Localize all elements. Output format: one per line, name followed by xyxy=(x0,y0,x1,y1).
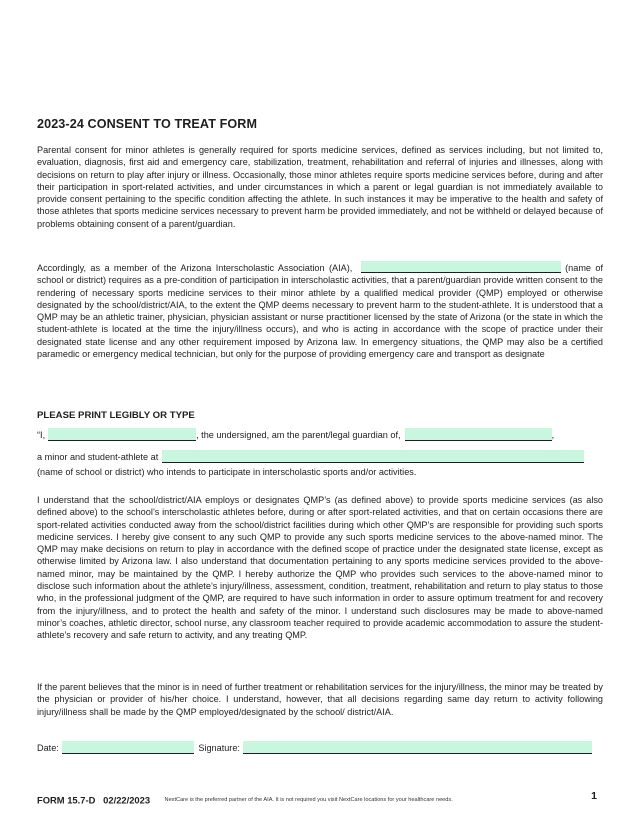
student-athlete-label: a minor and student-athlete at xyxy=(37,452,159,462)
guardian-line-open-quote: “I, xyxy=(37,430,46,440)
date-field[interactable] xyxy=(62,741,194,754)
aia-paragraph xyxy=(37,261,603,360)
aia-paragraph-start: Accordingly, as a member of the Arizona Interscholastic Association (AIA), xyxy=(37,263,353,273)
intro-paragraph: Parental consent for minor athletes is generally required for sports medicine services, defined as services including, but not limited to, evaluation, diagnosis, first aid and emergency care, stabilization, treatment, rehabilitation and referral of injuries and illnesses, along with decisions on return to play after injury or illness. Occasionally, those minor athletes require sports medicine services before, during and after their participation in sport-related activities, and under circumstances in which a parent or legal guardian is not immediately available to provide consent pertaining to the specific condition affecting the athlete. In such instances it may be imperative to the health and safety of those athletes that sports medicine services necessary to prevent harm be provided immediately, and not be withheld or delayed because of problems obtaining consent of a parent/guardian. xyxy=(37,145,603,229)
aia-paragraph-rest: (name of school or district) requires as a pre-condition of participation in interscholastic activities, that a parent/guardian provide written consent to the rendering of necessary sports medicine services to their minor athlete by a qualified medical provider (QMP) employed or otherwise designated by the school/district/AIA, to the extent the QMP deems necessary to prevent harm to the student-athlete. It is understood that a QMP may be an athletic trainer, physician, physician assistant or nurse practitioner licensed by the state of Arizona (or the state in which the student-athlete is located at the time the injury/illness occurs), and who is acting in accordance with the scope of practice under their designated state license and any other requirement imposed by Arizona law. In emergency situations, the QMP may also be a certified paramedic or emergency medical technician, but only for the purpose of providing emergency care and transport as designate xyxy=(37,263,603,360)
minor-name-field[interactable] xyxy=(405,428,552,441)
consent-form-page xyxy=(37,0,603,828)
guardian-line-middle: , the undersigned, am the parent/legal guardian of, xyxy=(196,430,401,440)
form-title: 2023-24 CONSENT TO TREAT FORM xyxy=(37,117,258,131)
school-district-field[interactable] xyxy=(361,261,561,273)
date-label: Date: xyxy=(37,743,59,753)
signature-field[interactable] xyxy=(243,741,592,754)
qmp-understanding-paragraph: I understand that the school/district/AIA employs or designates QMP’s (as defined above) to provide sports medicine services (as also defined above) to the school’s interscholastic athletes before, during or after sport-related activities, and that on certain occasions there are sport-related activities conducted away from the school/district facilities during which other QMP’s are responsible for providing such sports medicine services. I hereby give consent to any such QMP to provide any such sports medicine services to the above-named minor. The QMP may make decisions on return to play in accordance with the defined scope of practice under the designated state license, except as otherwise limited by Arizona law. I also understand that documentation pertaining to any sports medicine services provided to the above-named minor, may be maintained by the QMP. I hereby authorize the QMP who provides such services to the above-named minor to disclose such information about the athlete’s injury/illness, assessment, condition, treatment, rehabilitation and return to play status to those who, in the professional judgment of the QMP, are required to have such information in order to assure optimum treatment for and recovery from the injury/illness, and to protect the health and safety of the minor. I understand such disclosures may be made to above-named minor’s coaches, athletic director, school nurse, any classroom teacher required to provide academic accommodation to assure the student-athlete’s recovery and safe return to activity, and any treating QMP. xyxy=(37,495,603,641)
form-id: FORM 15.7-D 02/22/2023 xyxy=(37,794,151,806)
page-number: 1 xyxy=(591,790,597,802)
guardian-line xyxy=(37,428,603,442)
nextcare-note: NextCare is the preferred partner of the AIA. It is not required you visit NextCare locations for your healthcare needs. xyxy=(164,796,453,803)
print-legibly-heading: PLEASE PRINT LEGIBLY OR TYPE xyxy=(37,410,195,421)
page-footer xyxy=(37,790,603,806)
guardian-line-comma: , xyxy=(551,430,555,440)
school-note-line: (name of school or district) who intends to participate in interscholastic sports and/or activities. xyxy=(37,467,417,477)
further-treatment-paragraph: If the parent believes that the minor is in need of further treatment or rehabilitation services for the injury/illness, the minor may be treated by the physician or provider of his/her choice. I understand, however, that all decisions regarding same day return to activity following injury/illness shall be made by the QMP employed/designated by the school/ district/AIA. xyxy=(37,682,603,717)
parent-name-field[interactable] xyxy=(48,428,196,441)
student-school-field[interactable] xyxy=(162,450,584,463)
student-athlete-line xyxy=(37,450,603,464)
signature-label: Signature: xyxy=(198,743,240,753)
date-signature-line xyxy=(37,741,603,755)
